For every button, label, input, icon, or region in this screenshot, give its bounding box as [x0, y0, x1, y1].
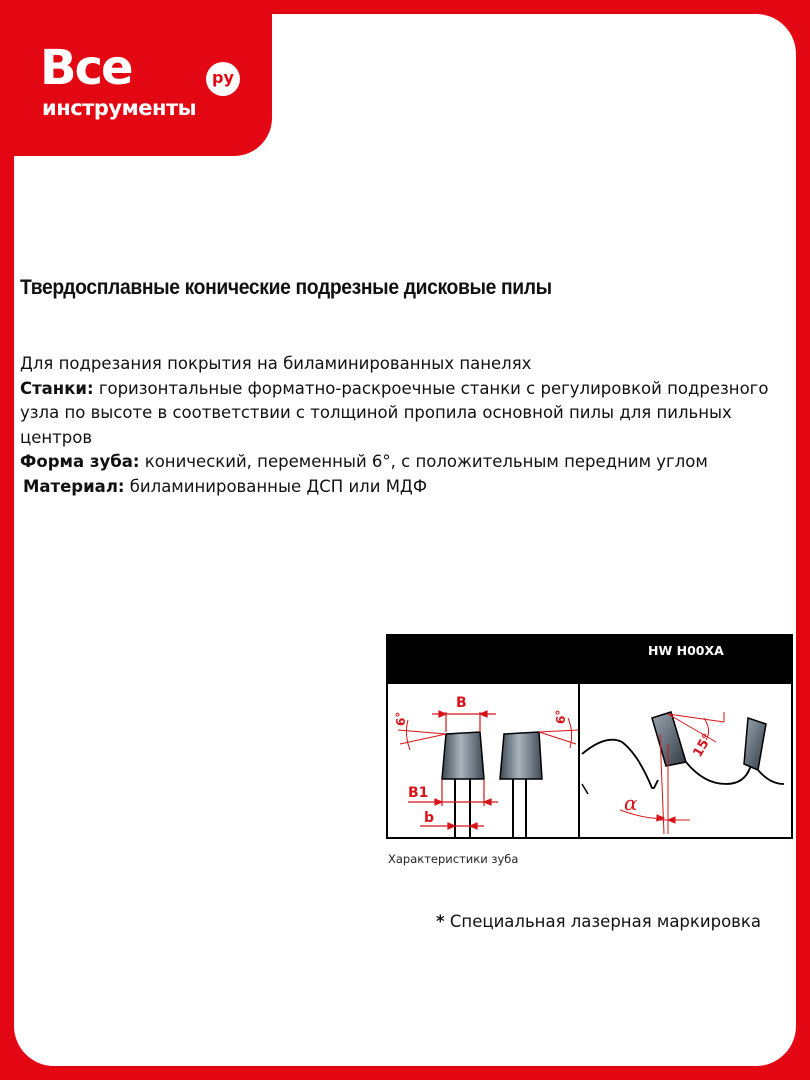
material-text: биламинированные ДСП или МДФ — [124, 476, 428, 496]
note-asterisk: * — [436, 912, 445, 931]
purpose-text: Для подрезания покрытия на биламинированных панелях — [20, 354, 532, 373]
logo[interactable] — [0, 0, 272, 156]
product-description — [20, 352, 790, 499]
logo-name-big: Все — [40, 40, 132, 96]
tooth-line — [20, 450, 790, 475]
tooth-label: Форма зуба: — [20, 452, 140, 471]
machines-line-2: узла по высоте в соответствии с толщиной пропила основной пилы для пильных — [20, 403, 732, 422]
label-b-upper: B — [456, 695, 467, 711]
machines-line-3: центров — [20, 427, 93, 447]
tooth-text: конический, переменный 6°, с положительным передним углом — [139, 452, 708, 471]
laser-marking-note — [436, 912, 761, 931]
label-b-lower: b — [424, 810, 435, 826]
machines-label: Станки: — [20, 378, 94, 398]
label-angle-alpha: α — [624, 791, 638, 815]
tooth-diagram — [386, 634, 793, 840]
page-sheet — [14, 14, 796, 1066]
diagram-caption: Характеристики зуба — [388, 852, 519, 866]
logo-name-small: инструменты — [42, 96, 197, 120]
material-line — [20, 475, 790, 500]
diagram-header — [387, 635, 792, 684]
label-angle-15: 15° — [690, 731, 716, 760]
label-b1: B1 — [408, 785, 429, 801]
label-angle-right: 6° — [554, 709, 568, 724]
material-label: Материал: — [23, 476, 125, 496]
machines-line-1 — [20, 377, 790, 402]
logo-domain-badge: ру — [206, 62, 240, 96]
machines-text-1: горизонтальные форматно-раскроечные станки с регулировкой подрезного — [93, 378, 769, 398]
label-angle-left: 6° — [394, 711, 408, 726]
page-title: Твердосплавные конические подрезные дисковые пилы — [20, 276, 552, 299]
note-text: Специальная лазерная маркировка — [444, 912, 761, 931]
diagram-header-code: HW H00XA — [648, 643, 724, 658]
